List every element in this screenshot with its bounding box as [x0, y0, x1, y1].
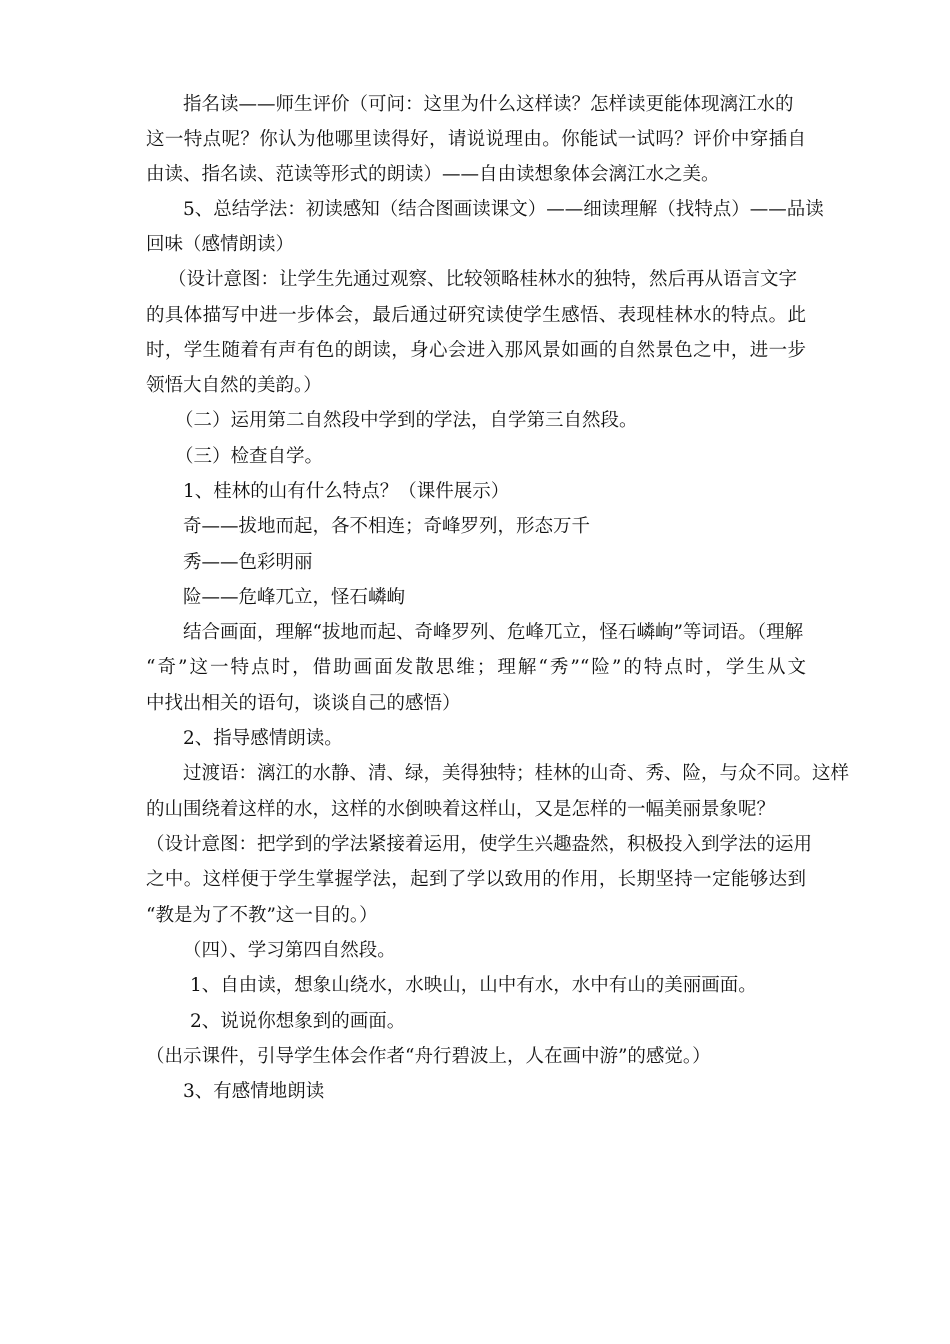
text-line: （三）检查自学。	[175, 446, 324, 467]
text-line: 指名读——师生评价（可问：这里为什么这样读？怎样读更能体现漓江水的	[183, 94, 794, 115]
text-line: 回味（感情朗读）	[146, 234, 295, 255]
text-line: 1、自由读，想象山绕水，水映山，山中有水，水中有山的美丽画面。	[190, 975, 757, 996]
text-line: 1、桂林的山有什么特点？（课件展示）	[183, 481, 510, 502]
text-line: 秀——色彩明丽	[183, 552, 313, 573]
text-line: 险——危峰兀立，怪石嶙峋	[183, 587, 406, 608]
text-line: 时，学生随着有声有色的朗读，身心会进入那风景如画的自然景色之中，进一步	[146, 340, 806, 361]
text-line: “教是为了不教”这一目的。）	[146, 905, 378, 926]
text-line: 的具体描写中进一步体会，最后通过研究读使学生感悟、表现桂林水的特点。此	[146, 305, 806, 326]
text-line: 的山围绕着这样的水，这样的水倒映着这样山，又是怎样的一幅美丽景象呢？	[146, 799, 776, 820]
text-line: （设计意图：让学生先通过观察、比较领略桂林水的独特，然后再从语言文字	[168, 269, 798, 290]
text-line: （设计意图：把学到的学法紧接着运用，使学生兴趣盎然，积极投入到学法的运用	[146, 834, 813, 855]
text-line: 由读、指名读、范读等形式的朗读）——自由读想象体会漓江水之美。	[146, 164, 720, 185]
text-line: （二）运用第二自然段中学到的学法，自学第三自然段。	[175, 410, 638, 431]
text-line: 中找出相关的语句，谈谈自己的感悟）	[146, 693, 461, 714]
text-line: 2、指导感情朗读。	[183, 728, 343, 749]
text-line: 之中。这样便于学生掌握学法，起到了学以致用的作用，长期坚持一定能够达到	[146, 869, 806, 890]
text-line: 过渡语：漓江的水静、清、绿，美得独特；桂林的山奇、秀、险，与众不同。这样	[183, 763, 850, 784]
text-line: 2、说说你想象到的画面。	[190, 1011, 406, 1032]
text-line: “奇”这一特点时，借助画面发散思维；理解“秀”“险”的特点时，学生从文	[146, 657, 806, 678]
text-line: （出示课件，引导学生体会作者“舟行碧波上，人在画中游”的感觉。）	[146, 1046, 711, 1067]
text-line: 领悟大自然的美韵。）	[146, 375, 322, 396]
text-line: 奇——拔地而起，各不相连；奇峰罗列，形态万千	[183, 516, 591, 537]
text-line: 3、有感情地朗读	[183, 1081, 325, 1102]
text-line: （四）、学习第四自然段。	[183, 940, 396, 961]
text-line: 这一特点呢？你认为他哪里读得好，请说说理由。你能试一试吗？评价中穿插自	[146, 129, 806, 150]
text-line: 结合画面，理解“拔地而起、奇峰罗列、危峰兀立，怪石嶙峋”等词语。（理解	[183, 622, 804, 643]
text-line: 5、总结学法：初读感知（结合图画读课文）——细读理解（找特点）——品读	[183, 199, 824, 220]
